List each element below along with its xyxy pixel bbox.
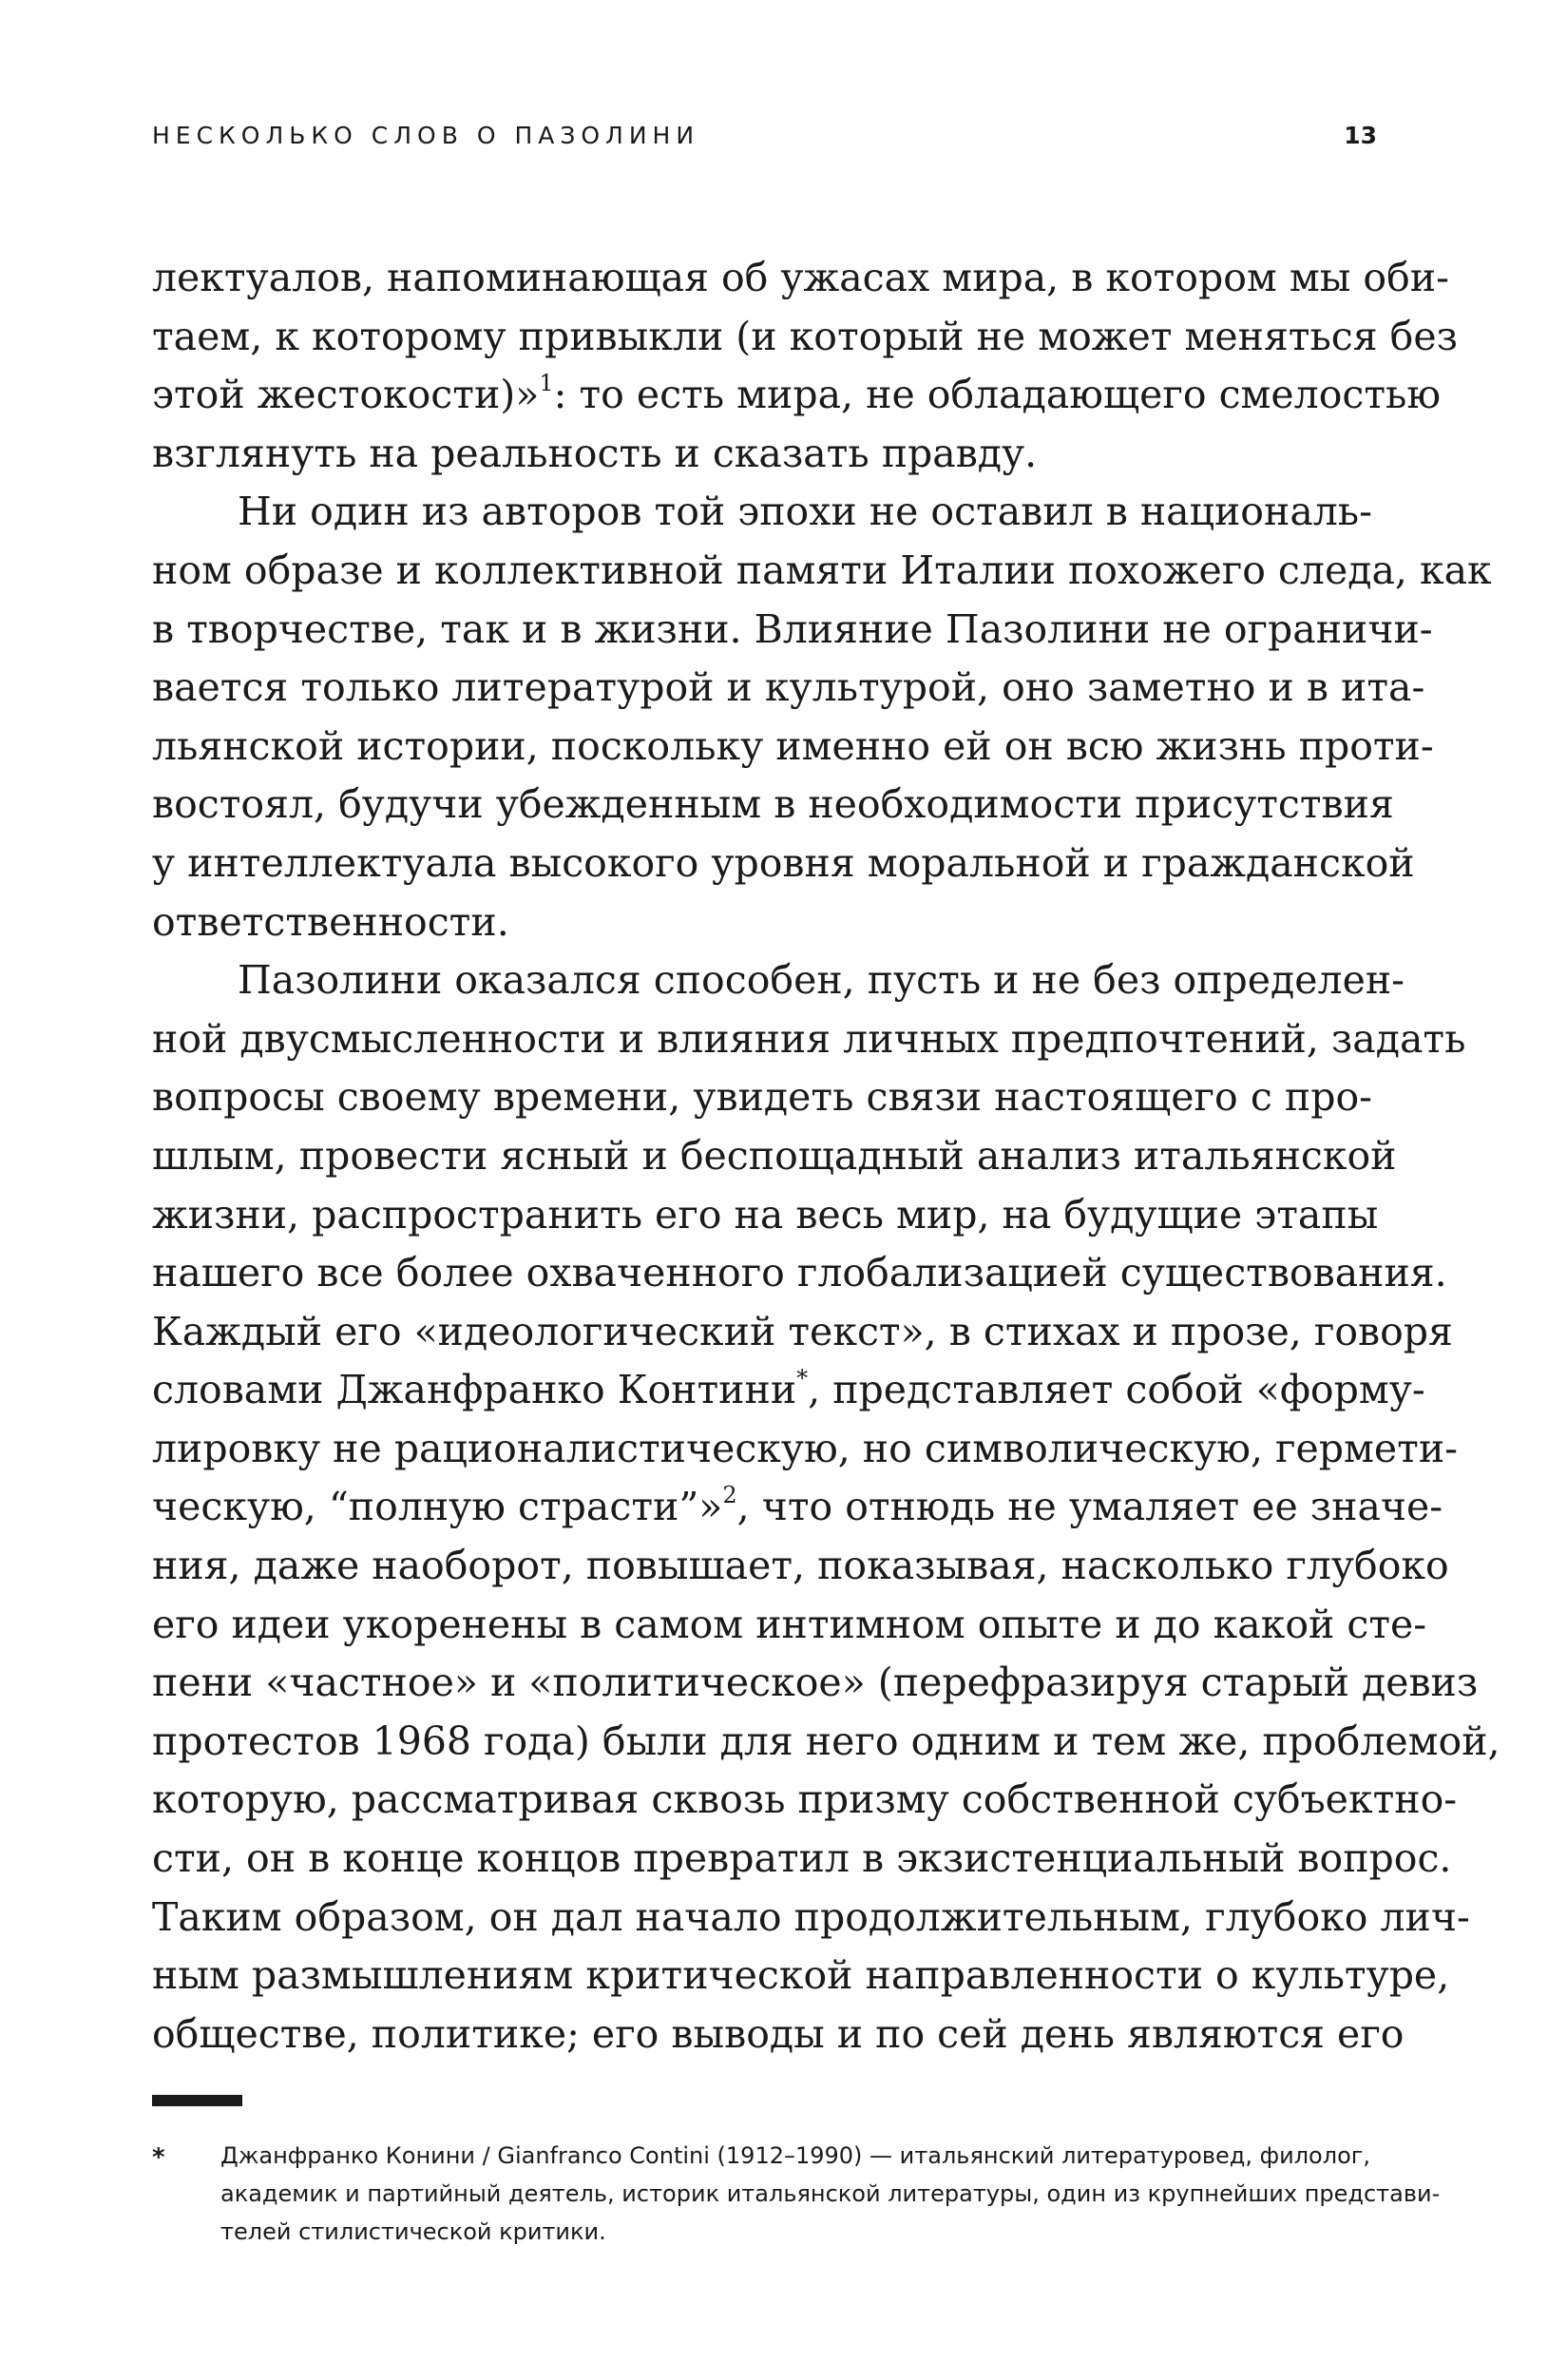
text-segment: ческую, “полную страсти”»: [152, 1484, 723, 1530]
text-line: Таким образом, он дал начало продолжительным, глубоко лич-: [152, 1893, 1470, 1940]
footnote-text: [220, 2137, 1441, 2251]
footnote-line: академик и партийный деятель, историк итальянской литературы, один из крупнейших представи-: [220, 2180, 1441, 2207]
text-line: востоял, будучи убежденным в необходимости присутствия: [152, 781, 1394, 828]
text-line: которую, рассматривая сквозь призму собственной субъектно-: [152, 1776, 1458, 1823]
paragraph: [152, 483, 1492, 951]
text-segment: , представляет собой «форму-: [808, 1367, 1425, 1413]
footnote-ref: 2: [722, 1482, 737, 1509]
text-line: шлым, провести ясный и беспощадный анализ итальянской: [152, 1132, 1397, 1179]
text-line: обществе, политике; его выводы и по сей день являются его: [152, 2010, 1405, 2057]
paragraph: [152, 951, 1500, 2063]
text-line: ным размышлениям критической направленности о культуре,: [152, 1952, 1450, 1999]
footnote-ref: 1: [539, 370, 554, 397]
text-line: в творчестве, так и в жизни. Влияние Пазолини не ограничи-: [152, 605, 1433, 652]
text-line: у интеллектуала высокого уровня моральной и гражданской: [152, 839, 1415, 886]
text-line: Ни один из авторов той эпохи не оставил в националь-: [238, 489, 1372, 535]
text-line: жизни, распространить его на весь мир, на будущие этапы: [152, 1191, 1379, 1238]
text-segment: этой жестокости)»: [152, 372, 540, 418]
text-line: таем, к которому привыкли (и который не может меняться без: [152, 313, 1458, 359]
footnote-mark: *: [152, 2143, 165, 2172]
text-line: ном образе и коллективной памяти Италии похожего следа, как: [152, 547, 1492, 593]
footnote-separator: [152, 2095, 242, 2106]
text-line: лировку не рационалистическую, но символическую, гермети-: [152, 1425, 1459, 1471]
footnote-line: Джанфранко Конини / Gianfranco Contini (1912–1990) — итальянский литературовед, филолог,: [220, 2142, 1370, 2169]
paragraph: [152, 249, 1458, 483]
text-line: Пазолини оказался способен, пусть и не без определен-: [238, 957, 1405, 1004]
footnote-ref: *: [796, 1365, 809, 1392]
text-line: [152, 366, 1442, 425]
main-text: [152, 249, 1500, 2063]
text-line: взглянуть на реальность и сказать правду.: [152, 430, 1038, 476]
text-line: льянской истории, поскольку именно ей он всю жизнь проти-: [152, 722, 1434, 769]
footnote-line: телей стилистической критики.: [220, 2218, 606, 2245]
text-line: ния, даже наоборот, повышает, показывая, насколько глубоко: [152, 1543, 1449, 1589]
text-segment: словами Джанфранко Контини: [152, 1367, 797, 1413]
text-line: [152, 1361, 1425, 1420]
running-title: НЕСКОЛЬКО СЛОВ О ПАЗОЛИНИ: [152, 122, 700, 149]
text-line: ответственности.: [152, 898, 509, 945]
text-line: Каждый его «идеологический текст», в стихах и прозе, говоря: [152, 1308, 1453, 1354]
footnote: [152, 2137, 1441, 2251]
text-line: протестов 1968 года) были для него одним и тем же, проблемой,: [152, 1718, 1500, 1764]
text-segment: , что отнюдь не умаляет ее значе-: [736, 1484, 1443, 1530]
text-line: сти, он в конце концов превратил в экзистенциальный вопрос.: [152, 1835, 1452, 1882]
page-number: 13: [1344, 122, 1377, 149]
text-line: лектуалов, напоминающая об ужасах мира, в котором мы оби-: [152, 255, 1449, 300]
text-line: ной двусмысленности и влияния личных предпочтений, задать: [152, 1015, 1466, 1062]
text-line: пени «частное» и «политическое» (перефразируя старый девиз: [152, 1660, 1479, 1706]
text-line: вопросы своему времени, увидеть связи настоящего с про-: [152, 1074, 1372, 1121]
text-line: нашего все более охваченного глобализацией существования.: [152, 1250, 1447, 1296]
text-line: [152, 1478, 1443, 1537]
text-line: вается только литературой и культурой, оно заметно и в ита-: [152, 664, 1425, 711]
text-line: его идеи укоренены в самом интимном опыте и до какой сте-: [152, 1601, 1427, 1647]
text-segment: : то есть мира, не обладающего смелостью: [553, 372, 1442, 418]
